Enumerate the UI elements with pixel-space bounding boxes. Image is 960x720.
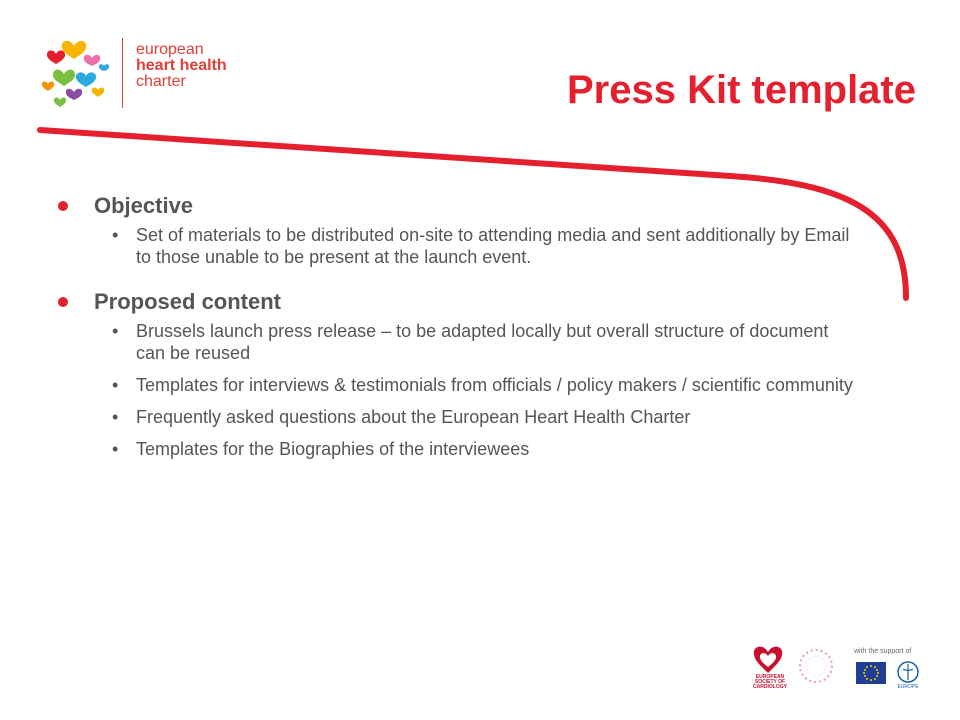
list-item-text: Brussels launch press release – to be adapted locally but overall structure of document can be reused [136, 321, 829, 363]
bullet-icon: • [112, 321, 119, 341]
logo-wordmark [136, 42, 227, 90]
slide-content [56, 192, 856, 480]
section-objective [56, 192, 856, 268]
list-item [106, 406, 856, 428]
bullet-icon: • [112, 439, 119, 459]
esc-label: EUROPEAN SOCIETY OF CARDIOLOGY [753, 674, 787, 690]
section-heading-text: Objective [94, 193, 194, 218]
section-heading [56, 288, 856, 316]
section-items [56, 320, 856, 460]
section-heading-text: Proposed content [94, 289, 282, 314]
partner-logos [750, 644, 925, 696]
list-item-text: Templates for the Biographies of the interviewees [136, 439, 530, 459]
star-ring-logo-icon [796, 646, 836, 686]
list-item [106, 224, 856, 268]
section-proposed-content [56, 288, 856, 460]
list-item [106, 374, 856, 396]
eu-flag-icon [856, 662, 886, 684]
bullet-icon: • [112, 375, 119, 395]
section-heading [56, 192, 856, 220]
section-bullet-icon [58, 297, 68, 307]
logo-line-1: european [136, 41, 204, 58]
logo-line-2: heart health [136, 57, 227, 74]
page-title: Press Kit template [566, 68, 916, 112]
support-label: with the support of [854, 648, 912, 655]
who-emblem-icon [894, 660, 922, 686]
list-item-text: Set of materials to be distributed on-site to attending media and sent additionally by Email to those unable to be present at the launch event. [136, 225, 850, 267]
who-label: EUROPE [897, 684, 919, 690]
charter-logo [34, 32, 264, 114]
bullet-icon: • [112, 225, 119, 245]
section-bullet-icon [58, 201, 68, 211]
colorful-hearts-icon [34, 32, 114, 114]
list-item-text: Frequently asked questions about the European Heart Health Charter [136, 407, 691, 427]
list-item [106, 320, 856, 364]
logo-line-3: charter [136, 73, 186, 90]
list-item [106, 438, 856, 460]
bullet-icon: • [112, 407, 119, 427]
section-items [56, 224, 856, 268]
logo-divider [122, 38, 123, 108]
list-item-text: Templates for interviews & testimonials from officials / policy makers / scientific community [136, 375, 853, 395]
